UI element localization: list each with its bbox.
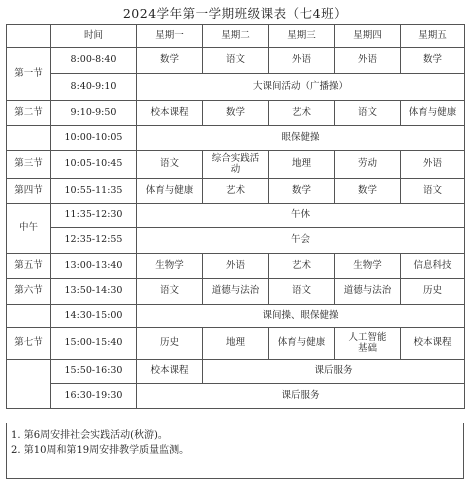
class-cell: 艺术 [269, 101, 335, 126]
class-cell: 体育与健康 [137, 179, 203, 204]
class-cell: 艺术 [203, 179, 269, 204]
header-row [7, 25, 465, 48]
table-row [7, 360, 465, 384]
time-cell: 9:10-9:50 [51, 101, 137, 126]
class-cell: 道德与法治 [335, 279, 401, 305]
time-cell: 12:35-12:55 [51, 228, 137, 254]
class-cell: 外语 [401, 151, 465, 179]
class-cell: 综合实践活动 [203, 151, 269, 179]
class-cell: 数学 [401, 48, 465, 74]
time-cell: 13:50-14:30 [51, 279, 137, 305]
span-cell: 课后服务 [203, 360, 465, 384]
table-row [7, 228, 465, 254]
class-cell: 数学 [137, 48, 203, 74]
time-cell: 8:40-9:10 [51, 74, 137, 101]
period-label: 第五节 [7, 254, 51, 279]
time-cell: 10:05-10:45 [51, 151, 137, 179]
period-label: 第七节 [7, 328, 51, 360]
class-cell: 地理 [203, 328, 269, 360]
table-row [7, 305, 465, 328]
notes-box [6, 423, 464, 479]
header-tuesday: 星期二 [203, 25, 269, 48]
empty-cell [7, 305, 51, 328]
class-cell: 数学 [203, 101, 269, 126]
class-cell: 外语 [269, 48, 335, 74]
class-cell: 信息科技 [401, 254, 465, 279]
header-monday: 星期一 [137, 25, 203, 48]
class-cell: 语文 [335, 101, 401, 126]
class-cell: 劳动 [335, 151, 401, 179]
time-cell: 16:30-19:30 [51, 384, 137, 409]
span-cell: 午休 [137, 204, 465, 228]
header-time: 时间 [51, 25, 137, 48]
table-row [7, 204, 465, 228]
span-cell: 眼保健操 [137, 126, 465, 151]
span-cell: 课后服务 [137, 384, 465, 409]
empty-cell [7, 360, 51, 409]
class-cell: 语文 [401, 179, 465, 204]
class-cell: 道德与法治 [203, 279, 269, 305]
header-thursday: 星期四 [335, 25, 401, 48]
table-row [7, 179, 465, 204]
header-wednesday: 星期三 [269, 25, 335, 48]
class-cell: 人工智能基础 [335, 328, 401, 360]
class-cell: 体育与健康 [401, 101, 465, 126]
period-label: 第一节 [7, 48, 51, 101]
page-title: 2024学年第一学期班级课表（七4班） [122, 6, 348, 21]
note-item: 2. 第10周和第19周安排教学质量监测。 [11, 445, 190, 456]
time-cell: 10:55-11:35 [51, 179, 137, 204]
class-cell: 体育与健康 [269, 328, 335, 360]
class-cell: 语文 [203, 48, 269, 74]
table-row [7, 48, 465, 74]
time-cell: 11:35-12:30 [51, 204, 137, 228]
table-row [7, 254, 465, 279]
span-cell: 课间操、眼保健操 [137, 305, 465, 328]
span-cell: 午会 [137, 228, 465, 254]
corner-cell [7, 25, 51, 48]
note-item: 1. 第6周安排社会实践活动(秋游)。 [11, 430, 168, 441]
period-label: 第三节 [7, 151, 51, 179]
span-cell: 大课间活动（广播操） [137, 74, 465, 101]
time-cell: 13:00-13:40 [51, 254, 137, 279]
class-cell: 数学 [335, 179, 401, 204]
time-cell: 15:00-15:40 [51, 328, 137, 360]
table-row [7, 101, 465, 126]
schedule-table [6, 24, 465, 409]
period-label: 第二节 [7, 101, 51, 126]
class-cell: 数学 [269, 179, 335, 204]
class-cell: 校本课程 [137, 101, 203, 126]
period-label: 第六节 [7, 279, 51, 305]
class-cell: 地理 [269, 151, 335, 179]
class-cell: 历史 [401, 279, 465, 305]
period-label: 第四节 [7, 179, 51, 204]
time-cell: 8:00-8:40 [51, 48, 137, 74]
time-cell: 14:30-15:00 [51, 305, 137, 328]
class-cell: 语文 [137, 279, 203, 305]
table-row [7, 151, 465, 179]
time-cell: 15:50-16:30 [51, 360, 137, 384]
period-label: 中午 [7, 204, 51, 254]
header-friday: 星期五 [401, 25, 465, 48]
table-row [7, 279, 465, 305]
class-cell: 校本课程 [401, 328, 465, 360]
table-row [7, 74, 465, 101]
class-cell: 语文 [137, 151, 203, 179]
class-cell: 艺术 [269, 254, 335, 279]
class-cell: 外语 [203, 254, 269, 279]
class-cell: 生物学 [137, 254, 203, 279]
empty-cell [7, 126, 51, 151]
class-cell: 外语 [335, 48, 401, 74]
table-row [7, 384, 465, 409]
class-cell: 历史 [137, 328, 203, 360]
class-cell: 校本课程 [137, 360, 203, 384]
table-row [7, 126, 465, 151]
table-row [7, 328, 465, 360]
class-cell: 生物学 [335, 254, 401, 279]
class-cell: 语文 [269, 279, 335, 305]
time-cell: 10:00-10:05 [51, 126, 137, 151]
